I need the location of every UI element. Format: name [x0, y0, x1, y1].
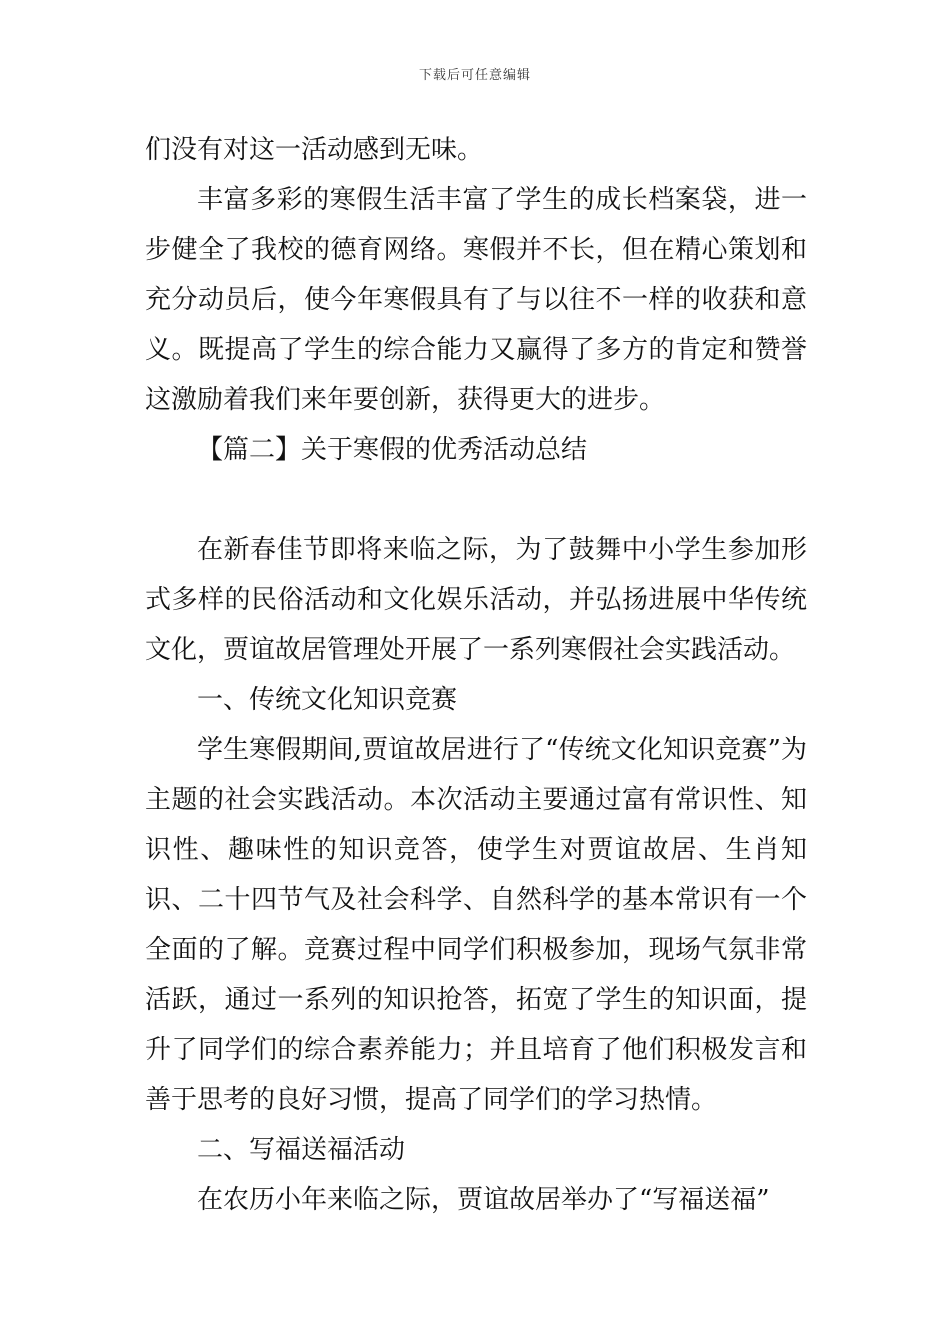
- section-title: 【篇二】关于寒假的优秀活动总结: [197, 435, 588, 465]
- paragraph-continued: 们没有对这一活动感到无味。: [145, 135, 484, 165]
- blank-line: [145, 475, 807, 525]
- document-body: [145, 125, 807, 1225]
- paragraph-knowledge-contest: 学生寒假期间,贾谊故居进行了“传统文化知识竞赛”为主题的社会实践活动。本次活动主要通过富有常识性、知识性、趣味性的知识竞答，使学生对贾谊故居、生肖知识、二十四节气及社会科学、自然科学的基本常识有一个全面的了解。竞赛过程中同学们积极参加，现场气氛非常活跃，通过一系列的知识抢答，拓宽了学生的知识面，提升了同学们的综合素养能力；并且培育了他们积极发言和善于思考的良好习惯，提高了同学们的学习热情。: [145, 735, 807, 1115]
- subheading-writing-fu: 二、写福送福活动: [197, 1135, 406, 1165]
- paragraph-intro: 在新春佳节即将来临之际，为了鼓舞中小学生参加形式多样的民俗活动和文化娱乐活动，并弘扬进展中华传统文化，贾谊故居管理处开展了一系列寒假社会实践活动。: [145, 535, 807, 665]
- paragraph-summary: 丰富多彩的寒假生活丰富了学生的成长档案袋，进一步健全了我校的德育网络。寒假并不长，但在精心策划和充分动员后，使今年寒假具有了与以往不一样的收获和意义。既提高了学生的综合能力又赢得了多方的肯定和赞誉这激励着我们来年要创新，获得更大的进步。: [145, 185, 807, 415]
- page-header: 下载后可任意编辑: [418, 68, 531, 83]
- paragraph-writing-fu: 在农历小年来临之际，贾谊故居举办了“写福送福”: [197, 1185, 770, 1215]
- subheading-knowledge-contest: 一、传统文化知识竞赛: [197, 685, 458, 715]
